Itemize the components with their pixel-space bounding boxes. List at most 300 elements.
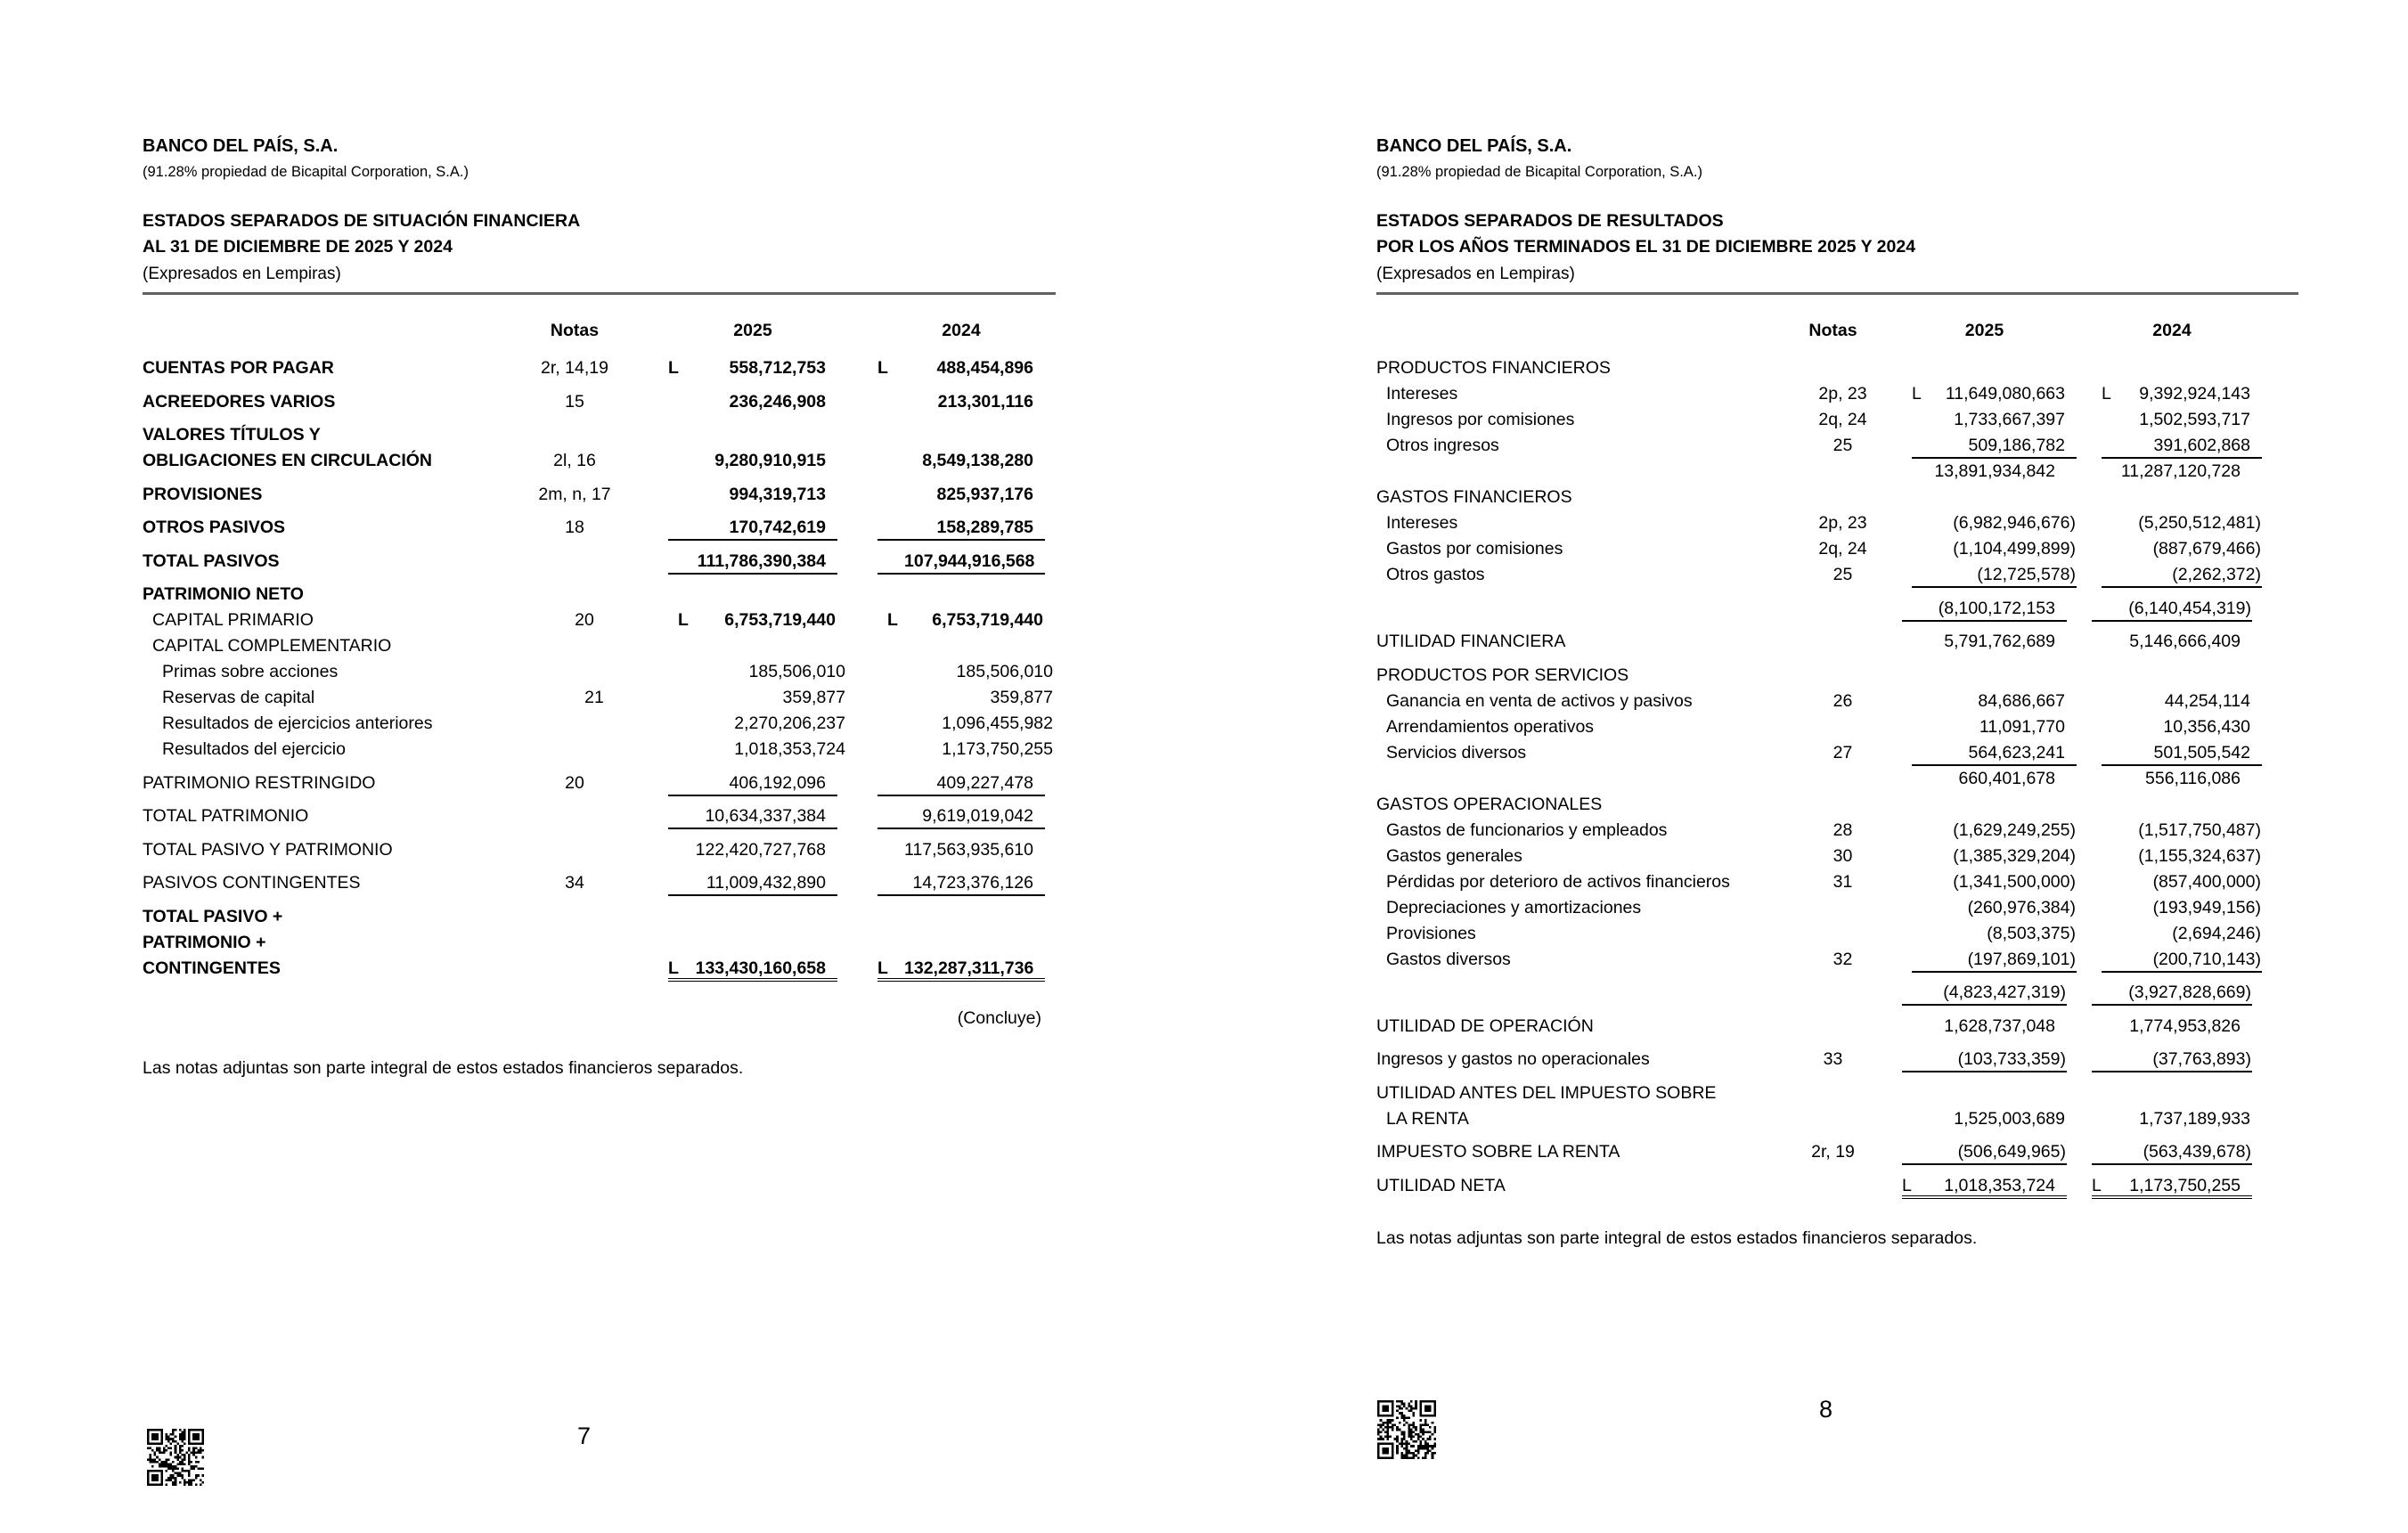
currency-symbol — [877, 482, 904, 508]
table-row — [1376, 947, 2261, 973]
currency-symbol — [1902, 1080, 1929, 1106]
value-group-2025 — [668, 355, 837, 381]
currency-symbol — [2102, 818, 2128, 844]
page-number: 8 — [1819, 1396, 1833, 1423]
currency-symbol — [1902, 766, 1929, 792]
table-row — [143, 711, 1053, 737]
divider-line — [1376, 292, 2298, 295]
col-spacer — [837, 956, 877, 982]
table-row — [1376, 562, 2261, 588]
value-group-2024 — [877, 549, 1045, 575]
currency-symbol — [2092, 355, 2118, 381]
col-spacer — [1880, 318, 1902, 344]
row-notes — [526, 837, 624, 863]
row-value-2024: 158,289,785 — [936, 518, 1033, 537]
value-group-2025 — [1902, 1014, 2067, 1040]
row-value-2025: 170,742,619 — [729, 518, 826, 537]
value-group-2024 — [887, 633, 1055, 659]
currency-symbol — [877, 870, 904, 894]
currency-symbol — [2092, 766, 2118, 792]
company-name: BANCO DEL PAÍS, S.A. — [143, 136, 339, 156]
col-2025: 2025 — [1964, 321, 2004, 340]
footnote: Las notas adjuntas son parte integral de estos estados financieros separados. — [1376, 1227, 1978, 1248]
col-spacer — [1880, 1173, 1902, 1199]
row-value-2024 — [2118, 485, 2252, 510]
col-spacer — [624, 837, 668, 863]
currency-symbol: L — [2102, 384, 2111, 404]
col-spacer — [837, 549, 877, 575]
row-value-2024 — [914, 633, 1055, 659]
row-notes — [545, 711, 643, 737]
row-value-2024: 1,096,455,982 — [942, 713, 1053, 733]
value-group-2024 — [877, 803, 1045, 829]
value-group-2025 — [688, 711, 857, 737]
value-group-2025 — [668, 956, 837, 982]
row-notes: 18 — [565, 518, 584, 537]
row-value-2024: 8,549,138,280 — [922, 451, 1033, 470]
row-value-2024: 107,944,916,568 — [904, 550, 1035, 571]
value-group-2024 — [877, 355, 1045, 381]
table-row — [1376, 714, 2252, 740]
row-label: Gastos diversos — [1386, 949, 1511, 969]
row-value-2025: 5,791,762,689 — [1944, 632, 2055, 651]
currency-symbol — [877, 803, 904, 828]
value-group-2025 — [1902, 459, 2067, 485]
row-value-2025: 1,018,353,724 — [734, 739, 845, 759]
table-row — [1376, 536, 2261, 562]
value-group-2024 — [897, 659, 1065, 685]
row-value-2025: (12,725,578) — [1977, 565, 2076, 584]
table-row — [1376, 1080, 2252, 1106]
currency-symbol — [1902, 485, 1929, 510]
col-2024: 2024 — [942, 321, 981, 340]
col-spacer — [2077, 740, 2102, 766]
currency-symbol: L — [678, 610, 689, 630]
col-spacer — [1376, 318, 1786, 344]
col-spacer — [2077, 844, 2102, 869]
currency-symbol — [2092, 1047, 2118, 1071]
col-spacer — [837, 389, 877, 415]
currency-symbol — [1902, 459, 1929, 485]
col-spacer — [837, 515, 877, 541]
currency-symbol: L — [668, 958, 679, 978]
row-value-2025: 1,018,353,724 — [1944, 1175, 2055, 1195]
col-spacer — [1880, 459, 1902, 485]
col-spacer — [1880, 1014, 1902, 1040]
row-label: Gastos generales — [1386, 845, 1522, 866]
value-group-2025 — [1912, 407, 2077, 433]
currency-symbol — [668, 482, 695, 508]
col-spacer — [143, 318, 526, 344]
row-value-2025: (1,385,329,204) — [1953, 845, 2076, 866]
col-spacer — [643, 685, 688, 711]
currency-note: (Expresados en Lempiras) — [143, 265, 341, 283]
row-value-2024: 9,392,924,143 — [2139, 384, 2250, 404]
currency-symbol — [2092, 980, 2118, 1004]
row-value-2024: (200,710,143) — [2152, 949, 2261, 969]
currency-symbol — [1902, 1047, 1929, 1071]
value-group-2024 — [2102, 818, 2262, 844]
row-value-2024: 5,146,666,409 — [2129, 632, 2241, 651]
col-spacer — [624, 318, 668, 344]
currency-symbol — [1902, 980, 1929, 1004]
row-value-2025: 6,753,719,440 — [724, 610, 836, 630]
currency-symbol — [668, 448, 695, 474]
value-group-2025 — [668, 515, 837, 541]
value-group-2024 — [877, 422, 1045, 448]
col-spacer — [837, 582, 877, 607]
value-group-2024 — [2102, 1106, 2262, 1132]
value-group-2025 — [1902, 1080, 2067, 1106]
row-value-2025 — [695, 582, 837, 607]
table-row — [143, 422, 1045, 448]
currency-symbol: L — [887, 610, 898, 630]
row-value-2024: 391,602,868 — [2153, 436, 2250, 455]
row-value-2025 — [1929, 663, 2067, 689]
col-2025: 2025 — [733, 321, 772, 340]
row-value-2025: 9,280,910,915 — [714, 451, 826, 470]
row-notes — [1786, 459, 1880, 485]
row-notes — [1796, 714, 1890, 740]
value-group-2024 — [877, 482, 1045, 508]
currency-symbol — [1912, 536, 1939, 562]
value-group-2024 — [2092, 1139, 2252, 1165]
value-group-2025 — [668, 389, 837, 415]
row-label: PROVISIONES — [143, 484, 263, 504]
row-notes — [1786, 485, 1880, 510]
row-value-2024 — [2118, 1080, 2252, 1106]
col-spacer — [1890, 740, 1912, 766]
table-body — [143, 355, 1053, 982]
row-value-2025: (506,649,965) — [1957, 1142, 2066, 1162]
ownership-note: (91.28% propiedad de Bicapital Corporation, S.A.) — [143, 164, 469, 180]
col-2024: 2024 — [2152, 321, 2192, 340]
currency-symbol — [877, 771, 904, 795]
row-value-2025: 660,401,678 — [1958, 768, 2055, 788]
row-value-2024: (2,262,372) — [2172, 565, 2261, 584]
row-label: Intereses — [1386, 513, 1458, 533]
col-spacer — [624, 355, 668, 381]
table-row — [1376, 895, 2261, 921]
value-group-2025 — [1902, 355, 2067, 381]
value-group-2024 — [2102, 407, 2262, 433]
row-notes: 26 — [1833, 690, 1853, 711]
col-spacer — [2077, 947, 2102, 973]
currency-symbol — [668, 549, 695, 573]
value-group-2025 — [1912, 381, 2077, 407]
row-label: Resultados del ejercicio — [162, 739, 346, 759]
row-label: TOTAL PASIVO + — [143, 906, 283, 926]
company-name: BANCO DEL PAÍS, S.A. — [1376, 136, 1572, 156]
value-group-2025 — [1902, 1139, 2067, 1165]
col-spacer — [624, 582, 668, 607]
row-notes — [1786, 1014, 1880, 1040]
row-value-2024: 185,506,010 — [956, 662, 1053, 681]
value-group-2024 — [2102, 381, 2262, 407]
value-group-2024 — [2102, 947, 2262, 973]
col-spacer — [837, 318, 877, 344]
row-value-2024: (1,517,750,487) — [2138, 820, 2261, 840]
value-group-2025 — [668, 549, 837, 575]
row-value-2025: 564,623,241 — [1968, 742, 2065, 762]
currency-symbol — [688, 711, 714, 737]
currency-symbol — [1912, 818, 1939, 844]
col-spacer — [624, 448, 668, 474]
currency-symbol — [2092, 459, 2118, 485]
row-value-2024: 1,502,593,717 — [2139, 410, 2250, 429]
col-spacer — [1880, 629, 1902, 655]
table-row — [1376, 1139, 2252, 1165]
currency-symbol — [668, 582, 695, 607]
value-group-2024 — [2092, 629, 2252, 655]
row-label — [1376, 459, 1786, 485]
row-notes — [1786, 1173, 1880, 1199]
row-value-2024: (5,250,512,481) — [2138, 513, 2261, 533]
row-value-2025: 10,634,337,384 — [705, 806, 826, 826]
currency-symbol — [1912, 510, 1939, 536]
row-value-2024: (37,763,893) — [2152, 1049, 2251, 1069]
value-group-2024 — [2092, 1047, 2252, 1072]
col-spacer — [2067, 792, 2092, 818]
concluye-note: (Concluye) — [957, 1007, 1041, 1028]
row-label: TOTAL PASIVO Y PATRIMONIO — [143, 839, 393, 860]
currency-symbol — [2102, 689, 2128, 714]
row-value-2025: (260,976,384) — [1967, 897, 2076, 917]
row-notes — [1786, 766, 1880, 792]
currency-symbol — [2102, 844, 2128, 869]
col-spacer — [1880, 663, 1902, 689]
row-value-2025 — [1929, 355, 2067, 381]
currency-symbol — [2092, 1014, 2118, 1040]
col-spacer — [2077, 562, 2102, 588]
col-spacer — [2067, 1014, 2092, 1040]
value-group-2024 — [2102, 921, 2262, 947]
col-spacer — [2077, 433, 2102, 459]
row-value-2025: 111,786,390,384 — [697, 550, 826, 571]
row-notes: 21 — [584, 688, 604, 707]
col-spacer — [624, 930, 668, 956]
col-spacer — [2067, 663, 2092, 689]
table-row — [143, 737, 1053, 762]
row-label — [1376, 596, 1786, 622]
value-group-2025 — [688, 659, 857, 685]
currency-symbol — [668, 837, 695, 863]
value-group-2024 — [2092, 355, 2252, 381]
table-row — [1376, 407, 2252, 433]
row-value-2025: 1,628,737,048 — [1944, 1015, 2055, 1036]
value-group-2025 — [1912, 844, 2077, 869]
row-value-2025: 236,246,908 — [729, 391, 826, 412]
qr-code-icon — [1377, 1400, 1436, 1459]
value-group-2025 — [1902, 1047, 2067, 1072]
row-notes: 2p, 23 — [1818, 513, 1867, 533]
row-notes — [1796, 921, 1890, 947]
col-spacer — [857, 711, 897, 737]
row-value-2024: 44,254,114 — [2164, 690, 2250, 711]
table-row — [143, 607, 1045, 633]
col-spacer — [1890, 510, 1912, 536]
row-notes — [526, 930, 624, 956]
currency-symbol — [1912, 895, 1939, 921]
row-notes: 2m, n, 17 — [538, 484, 611, 504]
row-value-2024: 359,877 — [990, 688, 1053, 707]
value-group-2024 — [2102, 714, 2262, 740]
value-group-2024 — [2102, 689, 2262, 714]
row-notes — [1786, 355, 1880, 381]
currency-symbol — [2102, 921, 2128, 947]
row-notes — [1796, 1106, 1890, 1132]
col-spacer — [837, 870, 877, 896]
col-spacer — [2067, 318, 2092, 344]
col-spacer — [1880, 766, 1902, 792]
currency-symbol — [2092, 663, 2118, 689]
row-notes: 20 — [575, 610, 594, 630]
currency-symbol — [897, 685, 924, 711]
table-row — [1376, 355, 2252, 381]
currency-symbol: L — [2092, 1175, 2102, 1195]
statement-title-line1: ESTADOS SEPARADOS DE RESULTADOS — [1376, 211, 1724, 231]
col-spacer — [2077, 381, 2102, 407]
table-row — [1376, 433, 2252, 459]
col-spacer — [1880, 980, 1902, 1006]
currency-symbol — [1912, 921, 1939, 947]
col-spacer — [2067, 485, 2092, 510]
currency-symbol — [1902, 1139, 1929, 1163]
table-row — [143, 904, 1045, 930]
row-label: Reservas de capital — [162, 688, 315, 707]
row-label: GASTOS FINANCIEROS — [1376, 487, 1572, 507]
row-label: CAPITAL PRIMARIO — [152, 610, 314, 630]
row-value-2024: 488,454,896 — [936, 358, 1033, 378]
value-group-2025 — [668, 837, 837, 863]
row-value-2025: 84,686,667 — [1978, 690, 2065, 711]
value-group-2024 — [877, 837, 1045, 863]
currency-symbol — [1902, 596, 1929, 620]
row-label: Provisiones — [1386, 923, 1476, 943]
row-value-2025: (8,100,172,153 — [1938, 598, 2055, 618]
row-value-2024 — [2118, 355, 2252, 381]
row-value-2025: (103,733,359) — [1957, 1049, 2066, 1069]
row-notes — [1786, 980, 1880, 1006]
col-spacer — [643, 711, 688, 737]
row-value-2025 — [1929, 485, 2067, 510]
row-value-2024 — [2118, 792, 2252, 818]
col-spacer — [633, 607, 678, 633]
col-spacer — [1890, 714, 1912, 740]
value-group-2024 — [2102, 740, 2262, 766]
value-group-2025 — [688, 737, 857, 762]
currency-symbol: L — [668, 358, 679, 378]
currency-symbol — [1912, 844, 1939, 869]
row-notes: 20 — [565, 772, 584, 793]
table-row — [1376, 689, 2252, 714]
row-value-2024: 1,173,750,255 — [942, 739, 1053, 759]
row-value-2024: (857,400,000) — [2152, 871, 2261, 892]
row-label: PRODUCTOS POR SERVICIOS — [1376, 665, 1629, 685]
currency-note: (Expresados en Lempiras) — [1376, 265, 1575, 283]
currency-symbol — [887, 633, 914, 659]
value-group-2025 — [668, 904, 837, 930]
row-notes — [1786, 596, 1880, 622]
currency-symbol — [877, 930, 904, 956]
currency-symbol — [668, 422, 695, 448]
value-group-2025 — [1912, 536, 2077, 562]
currency-symbol — [2102, 407, 2128, 433]
col-spacer — [1880, 1139, 1902, 1165]
value-group-2025 — [1902, 792, 2067, 818]
row-label: ACREEDORES VARIOS — [143, 391, 336, 412]
row-value-2025: 11,649,080,663 — [1945, 384, 2065, 404]
value-group-2025 — [1912, 895, 2077, 921]
value-group-2024 — [2102, 844, 2262, 869]
row-notes — [526, 422, 624, 448]
currency-symbol — [1902, 629, 1929, 655]
col-spacer — [2067, 355, 2092, 381]
currency-symbol — [668, 803, 695, 828]
row-label: PATRIMONIO + — [143, 932, 266, 952]
col-spacer — [624, 956, 668, 982]
col-spacer — [1890, 869, 1912, 895]
table-row — [143, 549, 1045, 575]
table-row — [143, 515, 1045, 541]
row-notes: 2q, 24 — [1818, 539, 1867, 559]
row-notes: 33 — [1823, 1049, 1843, 1069]
currency-symbol — [668, 930, 695, 956]
value-group-2024 — [2092, 1173, 2252, 1199]
row-label — [1376, 766, 1786, 792]
table-row — [1376, 596, 2252, 622]
value-group-2024 — [2092, 766, 2252, 792]
row-value-2024: 1,774,953,826 — [2129, 1015, 2241, 1036]
currency-symbol — [2102, 1106, 2128, 1132]
row-value-2024: 6,753,719,440 — [932, 610, 1043, 630]
row-label: TOTAL PASIVOS — [143, 550, 280, 571]
currency-symbol — [668, 389, 695, 415]
col-spacer — [1880, 1047, 1902, 1072]
currency-symbol — [2092, 629, 2118, 655]
col-spacer — [2077, 714, 2102, 740]
row-label: CUENTAS POR PAGAR — [143, 358, 334, 378]
value-group-2024 — [2102, 536, 2262, 562]
currency-symbol — [2102, 510, 2128, 536]
value-group-2025 — [668, 582, 837, 607]
value-group-2025 — [1912, 714, 2077, 740]
table-row — [1376, 740, 2252, 766]
currency-symbol — [668, 771, 695, 795]
row-notes — [545, 659, 643, 685]
row-notes: 2r, 19 — [1811, 1142, 1855, 1162]
col-spacer — [2077, 869, 2102, 895]
currency-symbol — [1902, 1014, 1929, 1040]
table-row — [143, 870, 1045, 896]
statement-title-line2: POR LOS AÑOS TERMINADOS EL 31 DE DICIEMBRE 2025 Y 2024 — [1376, 237, 1916, 257]
row-notes — [1786, 663, 1880, 689]
value-group-2024 — [877, 771, 1045, 796]
row-label: Resultados de ejercicios anteriores — [162, 713, 433, 733]
row-value-2025: 133,430,160,658 — [695, 958, 826, 978]
row-label: OTROS PASIVOS — [143, 518, 285, 537]
value-group-2024 — [897, 711, 1065, 737]
currency-symbol — [1912, 689, 1939, 714]
row-value-2025: 558,712,753 — [729, 358, 826, 378]
row-value-2024: (2,694,246) — [2172, 923, 2261, 943]
col-spacer — [2077, 818, 2102, 844]
row-value-2024 — [2118, 663, 2252, 689]
value-group-2024 — [877, 389, 1045, 415]
row-value-2024 — [904, 904, 1045, 930]
row-notes — [526, 582, 624, 607]
currency-symbol — [2092, 1139, 2118, 1163]
